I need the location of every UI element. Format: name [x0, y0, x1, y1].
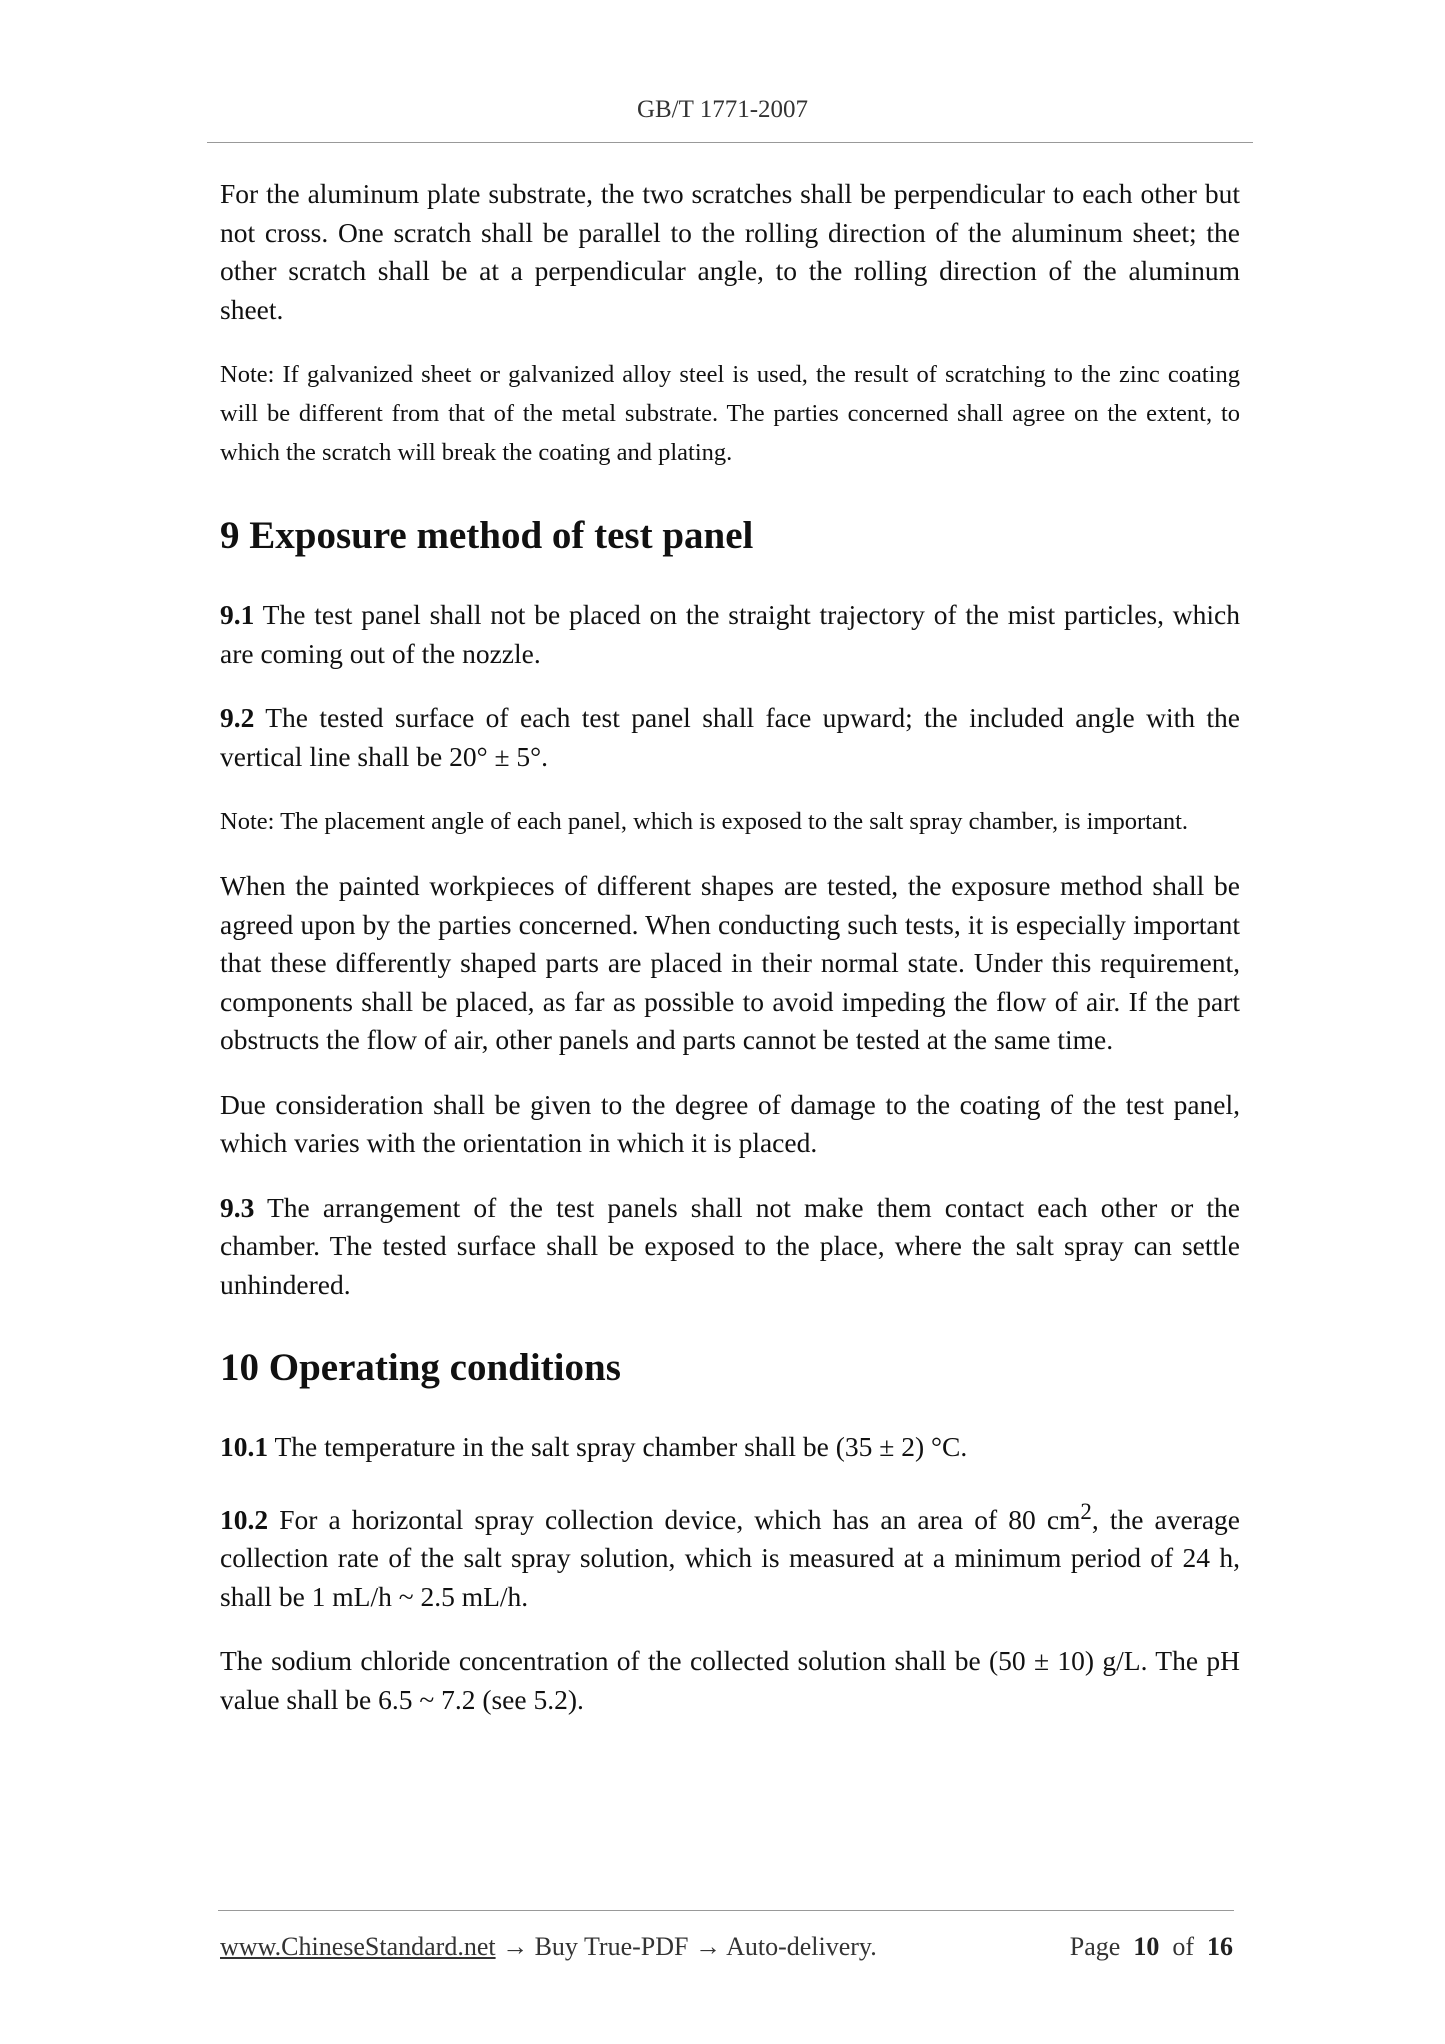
page-total: 16 [1207, 1932, 1233, 1961]
website-link[interactable]: www.ChineseStandard.net [220, 1932, 496, 1961]
superscript-2: 2 [1080, 1498, 1092, 1524]
clause-9-2 [220, 699, 1240, 776]
clause-number: 9.3 [220, 1191, 255, 1223]
clause-number: 9.1 [220, 599, 255, 630]
paragraph-sodium-chloride: The sodium chloride concentration of the collected solution shall be (50 ± 10) g/L. The pH value shall be 6.5 ~ 7.2 (see 5.2). [220, 1645, 1240, 1715]
note-placement-angle: Note: The placement angle of each panel, which is exposed to the salt spray chamber, is important. [220, 808, 1189, 835]
paragraph-damage: Due consideration shall be given to the degree of damage to the coating of the test panel, which varies with the orientation in which it is placed. [220, 1088, 1240, 1158]
section-9-heading: 9 Exposure method of test panel [220, 514, 754, 557]
clause-number: 10.1 [220, 1431, 269, 1462]
auto-delivery-text: Auto-delivery. [726, 1932, 877, 1961]
clause-text: The arrangement of the test panels shall not make them contact each other or the chamber. The tested surface shall be exposed to the place, where the salt spray can settle unhindered. [220, 1191, 1240, 1300]
footer-divider [218, 1910, 1234, 1911]
clause-text: The test panel shall not be placed on the straight trajectory of the mist particles, which are coming out of the nozzle. [220, 599, 1240, 669]
clause-9-3 [220, 1189, 1240, 1305]
page-indicator [1070, 1932, 1233, 1962]
buy-true-pdf-text: Buy True-PDF [534, 1932, 689, 1961]
arrow-right-icon: → [695, 1932, 721, 1961]
paragraph-workpieces: When the painted workpieces of different shapes are tested, the exposure method shall be agreed upon by the parties concerned. When conducting such tests, it is especially important that these differently shaped parts are placed in their normal state. Under this requirement, components shall be placed, as far as possible to avoid impeding the flow of air. If the part obstructs the flow of air, other panels and parts cannot be tested at the same time. [220, 870, 1240, 1055]
page-footer [220, 1932, 1233, 1962]
page-number: 10 [1133, 1932, 1160, 1961]
header-divider [207, 142, 1253, 143]
clause-text: For a horizontal spray collection device, which has an area of 80 cm [268, 1503, 1081, 1535]
page-header-title: GB/T 1771-2007 [636, 96, 809, 123]
clause-9-1 [220, 596, 1240, 673]
of-label: of [1172, 1932, 1194, 1961]
clause-text: , the average collection rate of the salt spray solution, which is measured at a minimum period of 24 h, shall be 1 mL/h ~ 2.5 mL/h. [220, 1503, 1241, 1612]
section-10-heading: 10 Operating conditions [220, 1346, 621, 1389]
clause-10-2 [220, 1493, 1240, 1617]
paragraph-aluminum-substrate: For the aluminum plate substrate, the two scratches shall be perpendicular to each other but not cross. One scratch shall be parallel to the rolling direction of the aluminum sheet; the other scratch shall be at a perpendicular angle, to the rolling direction of the aluminum sheet. [220, 178, 1240, 325]
clause-number: 10.2 [220, 1503, 269, 1535]
clause-text: The temperature in the salt spray chamber shall be (35 ± 2) °C. [268, 1431, 968, 1462]
clause-number: 9.2 [220, 702, 255, 733]
note-galvanized: Note: If galvanized sheet or galvanized alloy steel is used, the result of scratching to the zinc coating will be different from that of the metal substrate. The parties concerned shall agree on the extent, to which the scratch will break the coating and plating. [220, 361, 1240, 466]
arrow-right-icon: → [502, 1932, 529, 1961]
document-body [220, 175, 1240, 1745]
clause-10-1 [220, 1428, 1240, 1467]
clause-text: The tested surface of each test panel shall face upward; the included angle with the vertical line shall be 20° ± 5°. [220, 702, 1240, 772]
page-label: Page [1069, 1932, 1121, 1961]
